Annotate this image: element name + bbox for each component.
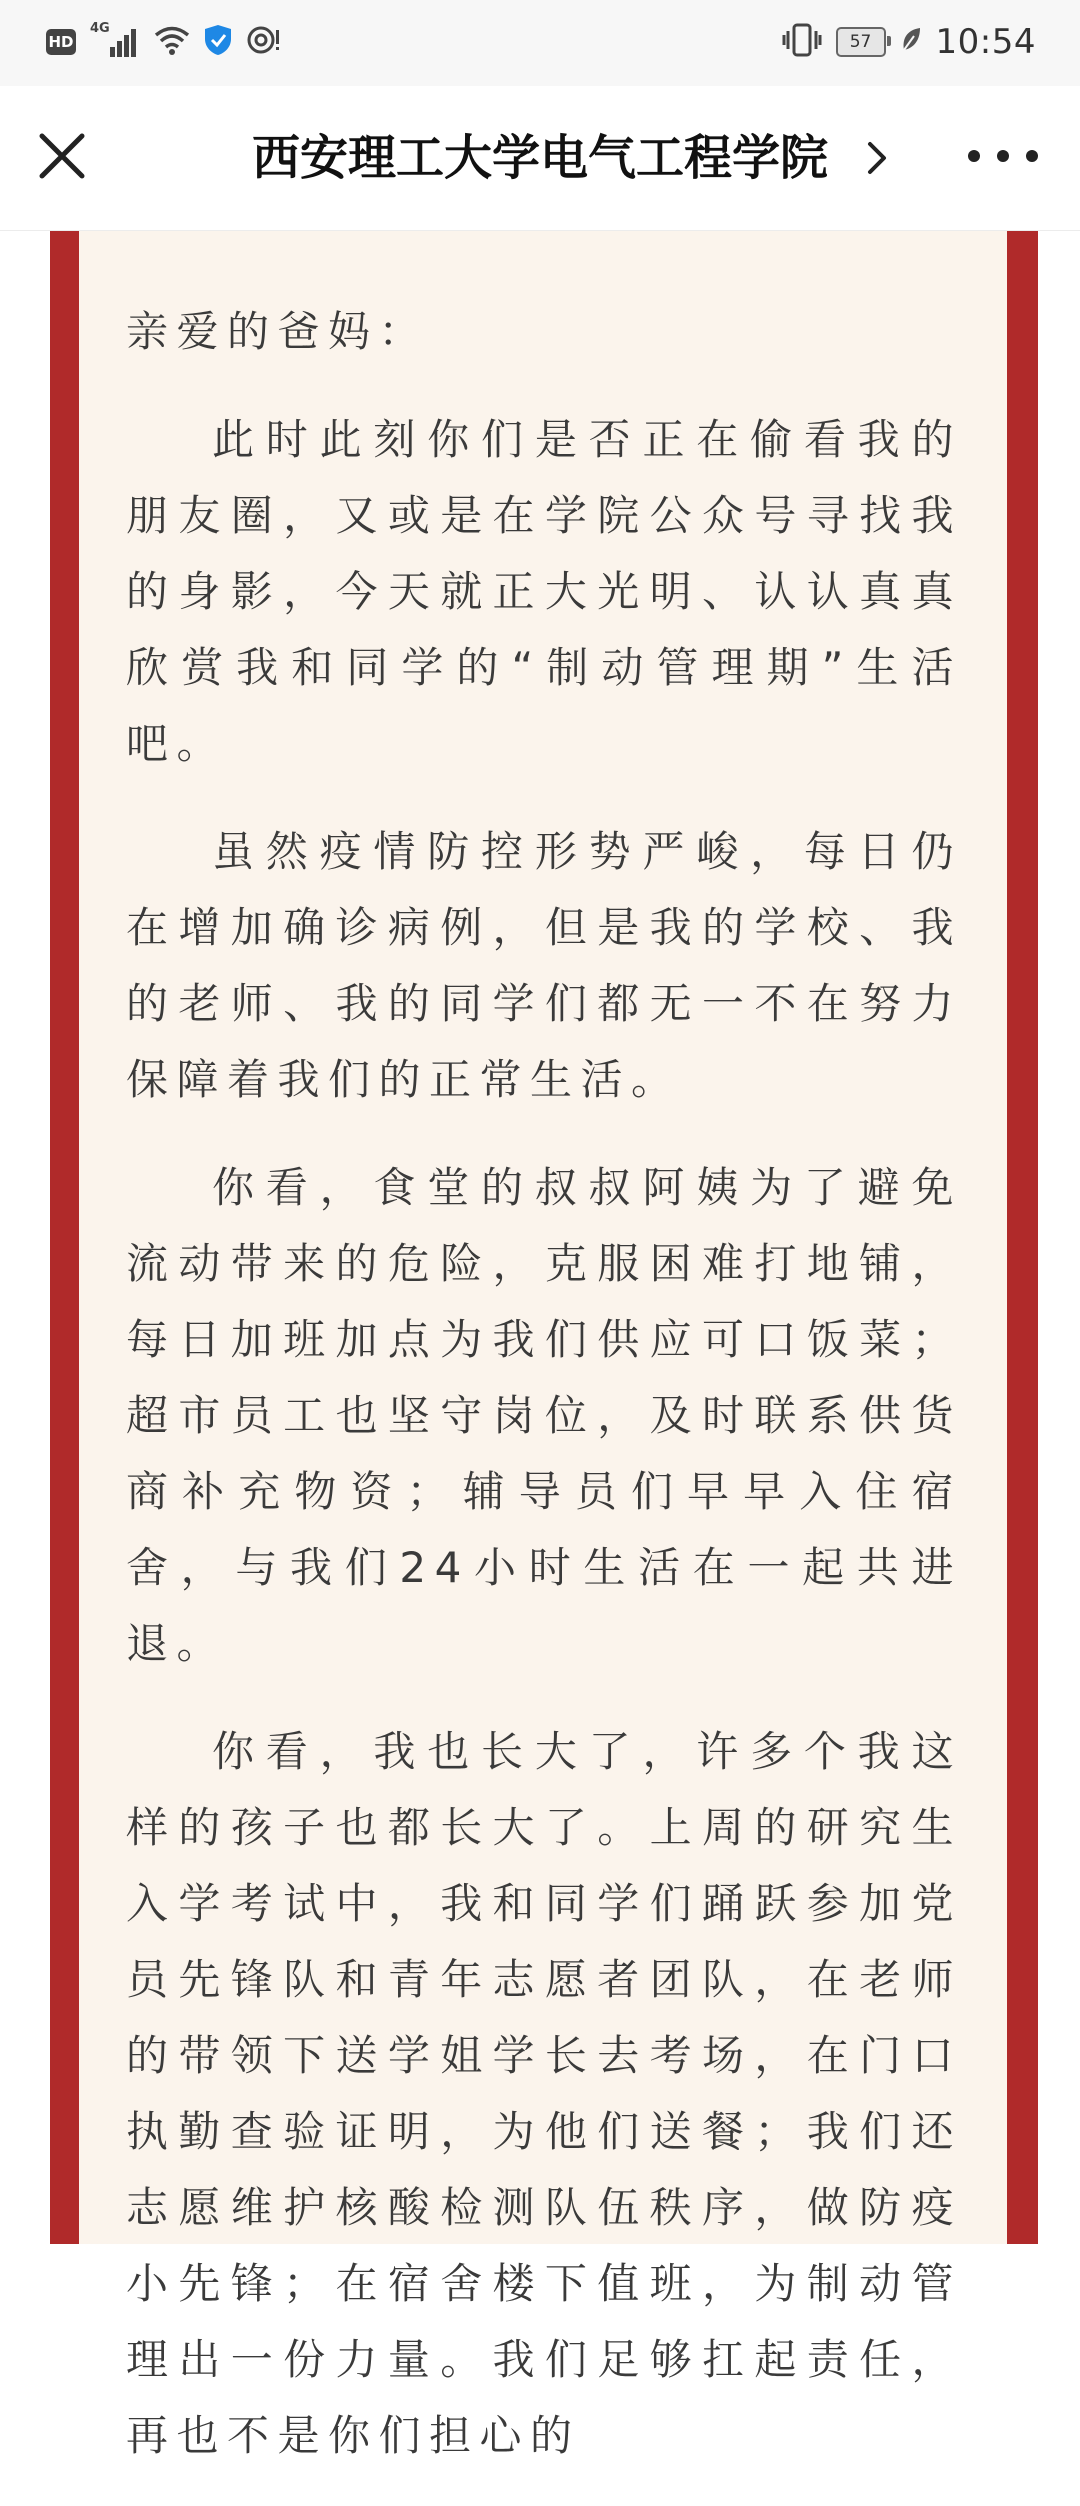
chevron-right-icon[interactable] [862,140,890,176]
shield-icon [204,24,232,60]
article-paragraph: 虽然疫情防控形势严峻，每日仍在增加确诊病例，但是我的学校、我的老师、我的同学们都无一不在努力保障着我们的正常生活。 [126,827,962,1104]
more-icon[interactable] [968,134,1038,178]
article-paragraph: 你看，我也长大了，许多个我这样的孩子也都长大了。上周的研究生入学考试中，我和同学们踊跃参加党员先锋队和青年志愿者团队，在老师的带领下送学姐学长去考场，在门口执勤查验证明，为他们送餐；我们还志愿维护核酸检测队伍秩序，做防疫小先锋；在宿舍楼下值班，为制动管理出一份力量。我们足够扛起责任，再也不是你们担心的 [126,1727,962,2460]
hotspot-icon [246,24,282,60]
battery-icon [836,27,886,57]
signal-4g-icon [90,21,140,59]
vibrate-icon [782,23,822,61]
status-bar-right [782,20,1036,64]
more-dot [997,150,1009,162]
network-label: 4G [90,21,110,36]
more-dot [968,150,980,162]
nav-bar [0,86,1080,231]
article-greeting: 亲爱的爸妈： [126,307,430,356]
status-bar [0,0,1080,86]
leaf-icon [900,26,922,58]
hd-icon: HD [46,29,76,55]
article-paragraph: 此时此刻你们是否正在偷看我的朋友圈，又或是在学院公众号寻找我的身影，今天就正大光明、认认真真欣赏我和同学的“制动管理期”生活吧。 [126,415,962,768]
more-dot [1026,150,1038,162]
article-body [126,302,962,2506]
status-bar-left [46,22,282,62]
wifi-icon [154,25,190,59]
page-title[interactable]: 西安理工大学电气工程学院 [251,130,828,186]
status-time: 10:54 [935,22,1036,62]
close-icon[interactable] [32,126,92,186]
article-paragraph: 你看，食堂的叔叔阿姨为了避免流动带来的危险，克服困难打地铺，每日加班加点为我们供应可口饭菜；超市员工也坚守岗位，及时联系供货商补充物资；辅导员们早早入住宿舍，与我们24小时生活在一起共进退。 [126,1163,962,1668]
battery-level: 57 [849,32,872,52]
